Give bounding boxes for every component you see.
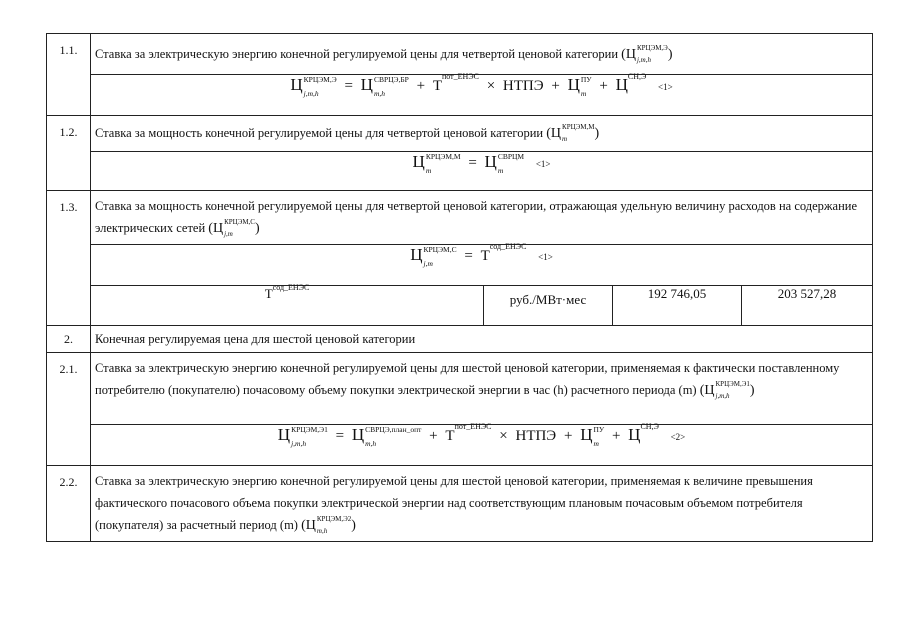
inline-symbol: (Ц КРЦЭМ,М m ) <box>546 123 600 144</box>
row-number: 2.2. <box>47 466 91 542</box>
value-symbol: $Т^{сод\_ЕНЭС}$ <box>91 286 484 326</box>
formula-reference: <1> <box>658 82 673 92</box>
tariff-table <box>46 33 873 542</box>
formula-row-1-3 <box>47 245 873 286</box>
row-2-1 <box>47 353 873 425</box>
formula-reference: <1> <box>538 252 553 262</box>
description-text: Ставка за электрическую энергию конечной регулируемой цены для четвертой ценовой категории <box>95 46 619 61</box>
row-description <box>91 466 873 542</box>
description-text: Ставка за мощность конечной регулируемой цены для четвертой ценовой категории, отражающая удельную величину расходов на содержание электрических сетей <box>95 199 858 235</box>
row-description <box>91 34 873 75</box>
row-description <box>91 116 873 152</box>
row-number: 1.1. <box>47 34 91 116</box>
inline-symbol: (Ц КРЦЭМ,С j,m ) <box>208 218 260 239</box>
row-description: Конечная регулируемая цена для шестой ценовой категории <box>91 326 873 353</box>
formula: Ц КРЦЭМ,Э j,m,h = Ц СВРЦЭ,БР m,h + $Т^{пот\_ЕНЭС}$ × НТПЭ + Ц ПУ m + $Ц^{СН,Э} <1>$ <box>91 75 873 116</box>
formula-reference: <2> <box>670 432 686 442</box>
inline-symbol: (Ц КРЦЭМ,Э2 m,h ) <box>301 515 356 536</box>
row-2-2 <box>47 466 873 542</box>
row-1-1 <box>47 34 873 75</box>
inline-symbol: (Ц КРЦЭМ,Э1 j,m,h ) <box>699 380 755 401</box>
value-2: 203 527,28 <box>742 286 873 326</box>
value-row-1-3 <box>47 286 873 326</box>
description-text: Ставка за электрическую энергию конечной регулируемой цены для шестой ценовой категории, применяемая к фактически поставленному потребителю (покупателю) почасовому объему покупки электрической энергии в час (h) расчетного периода (m) <box>95 361 840 397</box>
row-1-2 <box>47 116 873 152</box>
row-description <box>91 353 873 425</box>
row-number: 1.3. <box>47 191 91 326</box>
formula: Ц КРЦЭМ,Э1 j,m,h = Ц СВРЦЭ,план_опт m,h + $Т^{пот\_ЕНЭС}$ × НТПЭ + Ц ПУ m + $Ц^{СН,Э} <2>$ <box>91 425 873 466</box>
formula-row-1-2 <box>47 152 873 191</box>
formula: Ц КРЦЭМ,М m = Ц СВРЦМ m <1> <box>91 152 873 191</box>
row-number: 1.2. <box>47 116 91 191</box>
row-number: 2.1. <box>47 353 91 466</box>
row-1-3 <box>47 191 873 245</box>
formula-row-1-1 <box>47 75 873 116</box>
inline-symbol: (Ц КРЦЭМ,Э j,m,h ) <box>621 43 673 64</box>
description-text: Ставка за электрическую энергию конечной регулируемой цены для шестой ценовой категории, применяемая к величине превышения фактического почасового объема покупки электрической энергии над соответствующим плановым почасовым объемом потребителя (покупателя) за расчетный период (m) <box>95 474 813 532</box>
formula: Ц КРЦЭМ,С j,m = $Т^{сод\_ЕНЭС} <1>$ <box>91 245 873 286</box>
formula-row-2-1 <box>47 425 873 466</box>
value-1: 192 746,05 <box>613 286 742 326</box>
row-description <box>91 191 873 245</box>
formula-reference: <1> <box>535 159 551 169</box>
row-number: 2. <box>47 326 91 353</box>
description-text: Ставка за мощность конечной регулируемой цены для четвертой ценовой категории <box>95 126 544 140</box>
value-unit: руб./МВт·мес <box>484 286 613 326</box>
row-2 <box>47 326 873 353</box>
